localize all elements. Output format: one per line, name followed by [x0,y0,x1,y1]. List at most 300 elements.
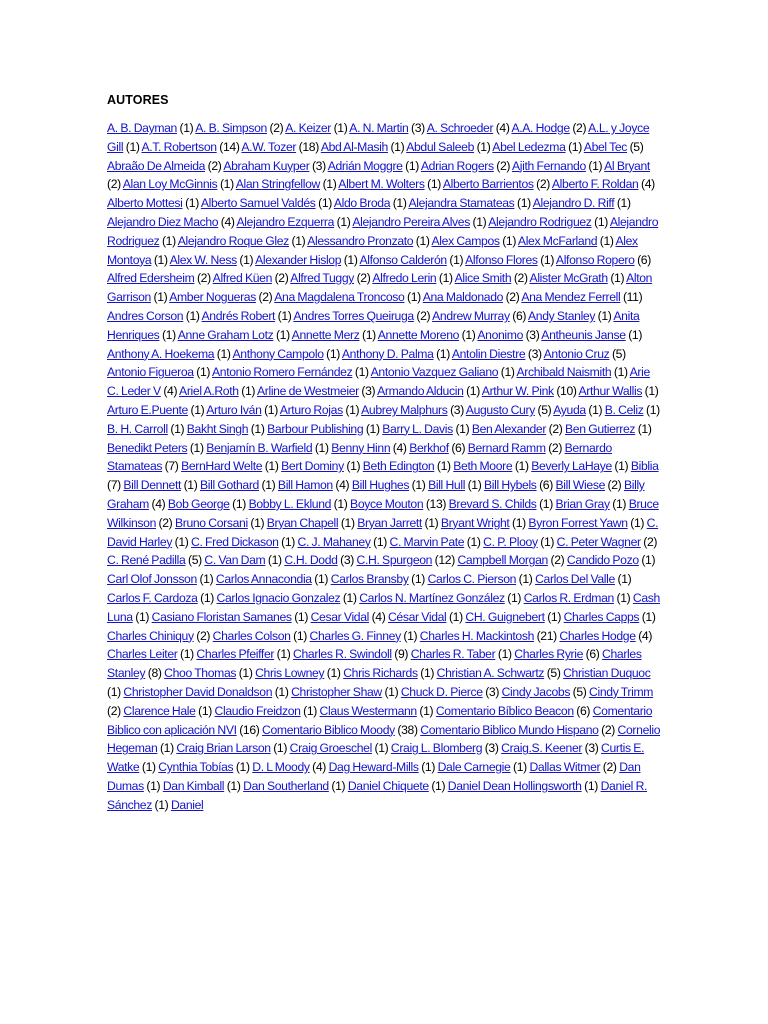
author-link[interactable]: Alan Stringfellow [235,177,321,192]
author-link[interactable]: Ben Alexander [471,421,547,436]
author-link[interactable]: Ayuda [553,402,586,417]
author-link[interactable]: Al Bryant [604,158,650,173]
author-count: (4) [312,760,327,775]
author-link[interactable]: Craig.S. Keener [501,741,583,756]
author-link[interactable]: Arline de Westmeier [256,384,359,399]
author-link[interactable]: Daniel Chiquete [347,778,429,793]
author-count: (5) [611,346,626,361]
author-count: (1) [293,628,307,643]
author-count: (1) [198,703,212,718]
author-link[interactable]: Charles Stanley [107,647,642,681]
author-link[interactable]: Cornelio Hegeman [107,722,661,756]
author-link[interactable]: Alfred Küen [212,271,273,286]
author-count: (1) [340,515,355,530]
author-link[interactable]: C. J. Mahaney [297,534,371,549]
author-link[interactable]: Alessandro Pronzato [307,233,414,248]
author-link[interactable]: A.T. Robertson [141,139,217,154]
author-link[interactable]: Chris Richards [343,666,418,681]
author-link[interactable]: Chris Lowney [255,666,325,681]
author-link[interactable]: Alex Campos [431,233,500,248]
author-link[interactable]: Anthony D. Palma [341,346,434,361]
author-link[interactable]: Annette Merz [291,327,360,342]
author-link[interactable]: Arthur Wallis [578,384,643,399]
author-count: (1) [436,346,450,361]
author-count: (1) [614,459,629,474]
author-link[interactable]: Curtis E. Watke [107,741,645,775]
author-link[interactable]: Bill Hull [428,478,466,493]
author-count: (1) [274,684,289,699]
author-link[interactable]: Andres Corson [107,308,184,323]
author-link[interactable]: Biblia [630,459,659,474]
author-link[interactable]: Dan Southerland [243,778,329,793]
author-count: (1) [411,478,426,493]
author-link[interactable]: Benjamín B. Warfield [206,440,313,455]
author-count: (3) [525,327,540,342]
author-link[interactable]: Arthur W. Pink [481,384,554,399]
author-link[interactable]: Bob George [167,496,230,511]
author-link[interactable]: Ajith Fernando [512,158,586,173]
author-link[interactable]: Barbour Publishing [267,421,364,436]
author-count: (2) [207,158,222,173]
author-count: (3) [450,402,464,417]
author-link[interactable]: Carlos C. Pierson [427,572,517,587]
author-count: (1) [641,553,656,568]
author-link[interactable]: C. Peter Wagner [556,534,641,549]
author-link[interactable]: Craig Groeschel [289,741,372,756]
author-link[interactable]: Annette Moreno [377,327,460,342]
author-count: (1) [497,647,512,662]
author-link[interactable]: Alfonso Calderón [359,252,447,267]
author-link[interactable]: C. Fred Dickason [191,534,279,549]
author-count: (18) [298,139,319,154]
author-link[interactable]: Bill Hughes [351,478,410,493]
author-link[interactable]: Cash Luna [107,590,660,624]
author-link[interactable]: Comentario Biblico Moody [262,722,395,737]
author-link[interactable]: Alton Garrison [107,271,653,305]
author-link[interactable]: Andres Torres Queiruga [293,308,414,323]
author-count: (1) [507,590,522,605]
author-link[interactable]: Abd Al-Masih [320,139,388,154]
author-count: (1) [641,609,656,624]
author-link[interactable]: Antonio Figueroa [107,365,194,380]
author-count: (1) [261,478,276,493]
author-link[interactable]: Alberto F. Roldan [551,177,639,192]
author-count: (1) [431,778,446,793]
author-link[interactable]: Alex Montoya [107,233,638,267]
author-link[interactable]: Andrés Robert [201,308,276,323]
author-link[interactable]: Comentario Bíblico Beacon [435,703,574,718]
author-link[interactable]: Bert Dominy [281,459,344,474]
author-count: (1) [346,459,361,474]
author-count: (1) [326,346,341,361]
author-link[interactable]: Bernard Ramm [467,440,546,455]
author-link[interactable]: Bruce Wilkinson [107,496,659,530]
author-link[interactable]: D. L Moody [252,760,310,775]
author-count: (2) [513,271,528,286]
author-link[interactable]: Alejandro Pereira Alves [352,214,470,229]
author-link[interactable]: Comentario Biblico con aplicación NVI [107,703,653,737]
author-link[interactable]: Antonio Vazquez Galiano [370,365,499,380]
author-link[interactable]: Carlos Annacondia [215,572,312,587]
author-count: (21) [536,628,557,643]
author-link[interactable]: Cynthia Tobías [158,760,234,775]
author-link[interactable]: Ben Gutierrez [565,421,636,436]
author-count: (1) [343,252,358,267]
author-link[interactable]: Alice Smith [454,271,512,286]
author-count: (1) [384,684,399,699]
author-count: (2) [107,703,121,718]
author-link[interactable]: Dag Heward-Mills [328,760,419,775]
author-link[interactable]: Alfonso Flores [465,252,538,267]
author-count: (4) [495,121,510,135]
author-link[interactable]: A.W. Tozer [241,139,297,154]
author-link[interactable]: Arturo Iván [206,402,262,417]
author-link[interactable]: Bill Wiese [555,478,605,493]
author-link[interactable]: Brevard S. Childs [448,496,537,511]
author-count: (3) [584,741,599,756]
author-count: (1) [170,421,185,436]
author-count: (3) [527,346,542,361]
author-link[interactable]: Amber Nogueras [169,290,256,305]
author-link[interactable]: Bryan Jarrett [357,515,422,530]
author-link[interactable]: Bryan Chapell [266,515,339,530]
author-link[interactable]: Andrew Murray [432,308,510,323]
author-count: (2) [536,177,551,192]
author-link[interactable]: Dan Dumas [107,760,641,793]
author-count: (16) [239,722,260,737]
author-count: (1) [336,214,351,229]
author-link[interactable]: Charles Leiter [107,647,178,662]
author-link[interactable]: Carlos F. Cardoza [107,590,198,605]
author-link[interactable]: Ana Mendez Ferrell [521,290,621,305]
author-link[interactable]: Abraão De Almeida [107,158,206,173]
author-link[interactable]: Candido Pozo [566,553,639,568]
author-count: (1) [436,459,451,474]
author-link[interactable]: Clarence Hale [123,703,196,718]
author-link[interactable]: Cesar Vidal [310,609,370,624]
author-count: (1) [539,496,553,511]
author-link[interactable]: Beth Moore [453,459,513,474]
author-link[interactable]: Alexander Hislop [255,252,342,267]
author-count: (1) [461,327,476,342]
author-link[interactable]: Alejandro Roque Glez [177,233,289,248]
author-link[interactable]: Brian Gray [555,496,610,511]
author-link[interactable]: Casiano Floristan Samanes [151,609,292,624]
author-count: (14) [219,139,240,154]
author-count: (4) [371,609,386,624]
author-link[interactable]: Alex McFarland [517,233,598,248]
author-count: (1) [616,196,631,211]
author-count: (12) [434,553,455,568]
author-link[interactable]: Benny Hinn [331,440,391,455]
author-count: (1) [190,402,205,417]
author-link[interactable]: Anthony A. Hoekema [107,346,215,361]
author-link[interactable]: Abraham Kuyper [223,158,310,173]
author-link[interactable]: Charles G. Finney [309,628,401,643]
author-link[interactable]: BernHard Welte [181,459,263,474]
author-link[interactable]: Antheunis Janse [541,327,626,342]
author-count: (2) [196,271,211,286]
author-link[interactable]: Charles Chiniquy [107,628,194,643]
author-link[interactable]: Carlos Del Valle [535,572,615,587]
author-link[interactable]: Beth Edington [362,459,435,474]
author-link[interactable]: Chuck D. Pierce [400,684,483,699]
author-count: (1) [610,271,625,286]
author-link[interactable]: A. Keizer [285,121,332,135]
author-link[interactable]: Abel Ledezma [492,139,566,154]
author-link[interactable]: Charles R. Taber [410,647,496,662]
author-count: (1) [241,384,256,399]
author-link[interactable]: Charles Capps [563,609,640,624]
author-count: (1) [419,703,434,718]
author-link[interactable]: Anne Graham Lotz [177,327,274,342]
author-count: (1) [179,121,194,135]
author-count: (1) [345,402,360,417]
author-count: (1) [427,177,441,192]
author-count: (1) [250,421,265,436]
author-count: (2) [258,290,273,305]
author-count: (1) [518,572,533,587]
author-link[interactable]: Abdul Saleeb [406,139,475,154]
author-link[interactable]: Campbell Morgan [457,553,548,568]
author-link[interactable]: Claus Westermann [319,703,417,718]
author-count: (1) [584,778,599,793]
author-count: (1) [342,590,357,605]
page-heading: AUTORES [107,93,169,107]
author-link[interactable]: Archibald Naismith [516,365,612,380]
author-link[interactable]: Charles R. Swindoll [293,647,392,662]
author-link[interactable]: Alfred Edersheim [107,271,195,286]
author-link[interactable]: Alejandro Rodriguez [488,214,592,229]
author-link[interactable]: Christian Duquoc [563,666,651,681]
author-count: (4) [392,440,407,455]
author-link[interactable]: Alex W. Ness [169,252,237,267]
author-count: (1) [373,534,387,549]
author-link[interactable]: Christopher Shaw [291,684,382,699]
author-link[interactable]: Alan Loy McGinnis [122,177,218,192]
author-count: (1) [476,139,491,154]
author-link[interactable]: Alfonso Ropero [555,252,635,267]
author-link[interactable]: Carlos Bransby [330,572,409,587]
author-link[interactable]: C. René Padilla [107,553,186,568]
author-link[interactable]: Choo Thomas [164,666,237,681]
author-link[interactable]: Bill Hybels [484,478,537,493]
author-link[interactable]: Daniel [170,797,204,812]
author-count: (1) [420,666,435,681]
author-link[interactable]: Christian A. Schwartz [436,666,545,681]
author-link[interactable]: A.A. Hodge [511,121,570,135]
author-count: (13) [425,496,447,511]
author-count: (2) [269,121,284,135]
author-count: (6) [539,478,553,493]
author-count: (7) [164,459,179,474]
author-link[interactable]: Antonio Romero Fernández [212,365,353,380]
author-count: (1) [235,760,250,775]
author-link[interactable]: Ariel A.Roth [179,384,239,399]
author-link[interactable]: A. B. Dayman [107,121,177,135]
author-count: (1) [273,741,288,756]
author-link[interactable]: Alfred Tuggy [290,271,355,286]
author-link[interactable]: Alberto Barrientos [442,177,534,192]
author-link[interactable]: Alfredo Lerin [372,271,437,286]
author-link[interactable]: Alejandro Diez Macho [107,214,219,229]
author-link[interactable]: Andy Stanley [527,308,596,323]
author-link[interactable]: A. N. Martin [349,121,409,135]
author-count: (1) [374,741,389,756]
author-link[interactable]: Byron Forrest Yawn [528,515,628,530]
author-count: (1) [540,534,555,549]
author-count: (1) [238,666,253,681]
author-count: (1) [617,572,632,587]
author-link[interactable]: Benedikt Peters [107,440,188,455]
author-link[interactable]: Claudio Freidzon [214,703,301,718]
author-link[interactable]: Bakht Singh [186,421,249,436]
author-count: (1) [146,778,161,793]
author-link[interactable]: C. David Harley [107,515,659,549]
author-link[interactable]: Arie C. Leder V [107,365,650,399]
author-link[interactable]: Cindy Jacobs [501,684,571,699]
author-link[interactable]: Alejandro Rodriguez [107,214,659,248]
author-link[interactable]: Abel Tec [583,139,628,154]
author-count: (1) [267,553,282,568]
author-link[interactable]: Billy Graham [107,478,645,511]
author-link[interactable]: CH. Guignebert [465,609,545,624]
author-link[interactable]: Augusto Cury [465,402,535,417]
author-link[interactable]: Beverly LaHaye [531,459,612,474]
author-link[interactable]: A. B. Simpson [195,121,267,135]
author-link[interactable]: Alister McGrath [529,271,608,286]
author-count: (1) [365,421,380,436]
author-link[interactable]: Carlos Ignacio Gonzalez [216,590,341,605]
author-link[interactable]: Craig Brian Larson [176,741,271,756]
author-count: (2) [274,271,289,286]
author-count: (1) [196,365,211,380]
author-link[interactable]: Alberto Mottesi [107,196,183,211]
author-count: (1) [303,703,317,718]
author-link[interactable]: Arturo Rojas [279,402,343,417]
author-link[interactable]: Charles Ryrie [514,647,584,662]
author-link[interactable]: C. Marvin Pate [389,534,465,549]
author-link[interactable]: Charles Hodge [559,628,636,643]
author-link[interactable]: Aldo Broda [333,196,391,211]
author-link[interactable]: Craig L. Blomberg [390,741,483,756]
author-link[interactable]: Bruno Corsani [174,515,248,530]
author-link[interactable]: Ana Magdalena Troncoso [274,290,405,305]
author-link[interactable]: Alejandra Stamateas [408,196,515,211]
author-link[interactable]: Boyce Mouton [350,496,424,511]
author-count: (1) [513,760,527,775]
author-link[interactable]: Alberto Samuel Valdés [200,196,316,211]
author-link[interactable]: Carlos N. Martínez González [359,590,505,605]
author-link[interactable]: Berkhof [409,440,449,455]
author-link[interactable]: B. H. Carroll [107,421,168,436]
author-count: (1) [466,534,481,549]
author-count: (1) [588,402,603,417]
author-count: (1) [277,308,292,323]
author-link[interactable]: Adrián Moggre [327,158,403,173]
author-link[interactable]: Daniel R. Sánchez [107,778,648,812]
author-link[interactable]: Bernardo Stamateas [107,440,612,474]
author-link[interactable]: Alejandro D. Riff [532,196,615,211]
author-count: (1) [455,421,470,436]
author-link[interactable]: Bill Dennett [123,478,182,493]
author-link[interactable]: Charles Colson [212,628,291,643]
author-link[interactable]: Anonimo [477,327,524,342]
author-count: (2) [505,290,520,305]
author-link[interactable]: Adrian Rogers [420,158,494,173]
author-count: (1) [161,233,176,248]
author-count: (11) [622,290,643,305]
author-link[interactable]: Anita Henriques [107,308,640,342]
author-link[interactable]: C. P. Plooy [483,534,538,549]
author-link[interactable]: Bill Gothard [199,478,259,493]
author-link[interactable]: Albert M. Wolters [338,177,425,192]
author-count: (1) [199,572,214,587]
author-link[interactable]: Cindy Trimm [589,684,654,699]
author-count: (1) [568,139,582,154]
author-link[interactable]: Carl Olof Jonsson [107,572,197,587]
author-count: (1) [331,778,346,793]
author-count: (1) [362,327,376,342]
author-link[interactable]: Antolin Diestre [451,346,526,361]
author-link[interactable]: Bill Hamon [277,478,333,493]
author-count: (6) [585,647,600,662]
author-count: (1) [500,365,515,380]
author-link[interactable]: Armando Alducin [377,384,464,399]
author-link[interactable]: Barry L. Davis [382,421,453,436]
author-count: (6) [451,440,466,455]
author-count: (1) [616,590,631,605]
author-link[interactable]: Aubrey Malphurs [361,402,448,417]
author-link[interactable]: Comentario Biblico Mundo Hispano [420,722,599,737]
author-link[interactable]: C.H. Spurgeon [356,553,433,568]
author-count: (1) [588,158,603,173]
author-link[interactable]: Christopher David Donaldson [123,684,273,699]
author-count: (2) [356,271,371,286]
author-link[interactable]: Bryant Wright [440,515,510,530]
author-count: (2) [107,177,121,192]
author-link[interactable]: Charles H. Mackintosh [419,628,535,643]
author-count: (1) [406,290,421,305]
author-link[interactable]: Arturo E.Puente [107,402,188,417]
author-link[interactable]: Dan Kimball [162,778,225,793]
author-link[interactable]: Daniel Dean Hollingsworth [447,778,582,793]
author-link[interactable]: Ana Maldonado [422,290,504,305]
author-link[interactable]: César Vidal [387,609,447,624]
author-link[interactable]: B. Celiz [604,402,644,417]
author-link[interactable]: C. Van Dam [204,553,266,568]
author-link[interactable]: Alejandro Ezquerra [236,214,335,229]
author-link[interactable]: Charles Pfeiffer [196,647,275,662]
author-link[interactable]: Dale Carnegie [437,760,511,775]
author-count: (1) [226,778,241,793]
author-link[interactable]: A. Schroeder [426,121,494,135]
author-link[interactable]: Dallas Witmer [529,760,601,775]
author-count: (4) [638,628,653,643]
author-link[interactable]: Antonio Cruz [543,346,610,361]
author-count: (1) [318,196,332,211]
author-link[interactable]: Carlos R. Erdman [523,590,614,605]
author-link[interactable]: C.H. Dodd [284,553,338,568]
author-link[interactable]: Bobby L. Eklund [248,496,332,511]
author-count: (1) [185,308,200,323]
author-count: (1) [403,628,418,643]
author-count: (1) [322,177,337,192]
author-count: (1) [392,196,407,211]
author-count: (5) [537,402,552,417]
author-link[interactable]: Anthony Campolo [232,346,324,361]
author-link[interactable]: A.L. y Joyce Gill [107,121,650,154]
